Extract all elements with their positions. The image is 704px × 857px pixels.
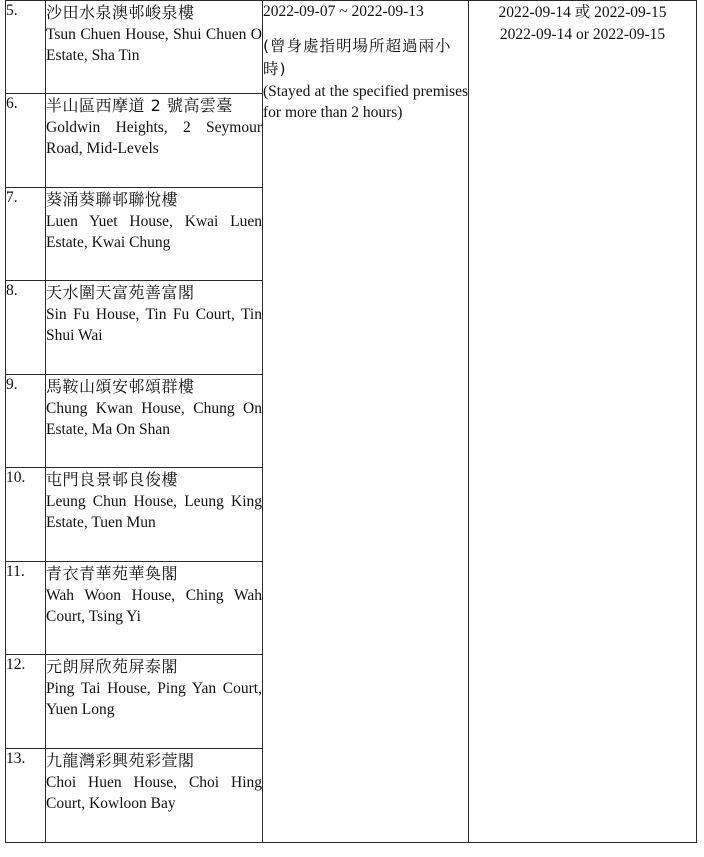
premises-cell	[46, 94, 263, 188]
row-number: 8.	[6, 281, 46, 375]
stay-period-cell	[263, 1, 469, 843]
row-number: 13.	[6, 749, 46, 843]
premises-cell	[46, 375, 263, 468]
test-date-first: 2022-09-14	[498, 4, 571, 21]
premises-name-en: Wah Woon House, Ching Wah Court, Tsing Yi	[46, 587, 262, 625]
premises-cell	[46, 188, 263, 281]
test-dates-en: 2022-09-14 or 2022-09-15	[499, 26, 666, 43]
premises-name-zh: 元朗屏欣苑屏泰閣	[46, 657, 179, 676]
row-number: 10.	[6, 468, 46, 562]
row-number: 9.	[6, 375, 46, 468]
premises-name-en: Sin Fu House, Tin Fu Court, Tin Shui Wai	[46, 306, 262, 344]
stay-note-en: (Stayed at the specified premises for more than 2 hours)	[263, 83, 468, 121]
premises-name-en: Ping Tai House, Ping Yan Court, Yuen Long	[46, 680, 262, 718]
premises-name-zh: 九龍灣彩興苑彩萱閣	[46, 751, 195, 770]
row-number: 7.	[6, 188, 46, 281]
premises-cell	[46, 281, 263, 375]
premises-name-zh: 青衣青華苑華奐閣	[46, 564, 179, 583]
premises-name-en: Choi Huen House, Choi Hing Court, Kowloon Bay	[46, 774, 262, 812]
premises-name-zh: 天水圍天富苑善富閣	[46, 283, 195, 302]
test-dates-zh	[469, 1, 696, 24]
premises-name-zh: 馬鞍山頌安邨頌群樓	[46, 377, 195, 396]
premises-cell	[46, 562, 263, 655]
premises-cell	[46, 749, 263, 843]
premises-name-en: Luen Yuet House, Kwai Luen Estate, Kwai Chung	[46, 213, 262, 251]
premises-name-en: Chung Kwan House, Chung On Estate, Ma On Shan	[46, 400, 262, 438]
row-number: 5.	[6, 1, 46, 94]
premises-cell	[46, 655, 263, 749]
row-number: 12.	[6, 655, 46, 749]
row-number: 6.	[6, 94, 46, 188]
test-date-second: 2022-09-15	[594, 4, 667, 21]
premises-name-zh: 沙田水泉澳邨峻泉樓	[46, 3, 195, 22]
row-number: 11.	[6, 562, 46, 655]
table-row	[6, 1, 697, 94]
test-dates-cell	[469, 1, 697, 843]
premises-name-en: Leung Chun House, Leung King Estate, Tuen Mun	[46, 493, 262, 531]
premises-name-en: Tsun Chuen House, Shui Chuen O Estate, Sha Tin	[46, 26, 262, 64]
specified-premises-table	[5, 0, 697, 843]
stay-note-zh: (曾身處指明場所超過兩小時)	[263, 37, 452, 78]
premises-name-en: Goldwin Heights, 2 Seymour Road, Mid-Levels	[46, 119, 262, 157]
premises-name-zh: 半山區西摩道 2 號高雲臺	[46, 96, 233, 115]
test-or-zh: 或	[574, 3, 591, 21]
premises-name-zh: 葵涌葵聯邨聯悅樓	[46, 190, 179, 209]
premises-cell	[46, 1, 263, 94]
stay-period: 2022-09-07 ~ 2022-09-13	[263, 3, 424, 20]
premises-name-zh: 屯門良景邨良俊樓	[46, 470, 179, 489]
premises-cell	[46, 468, 263, 562]
